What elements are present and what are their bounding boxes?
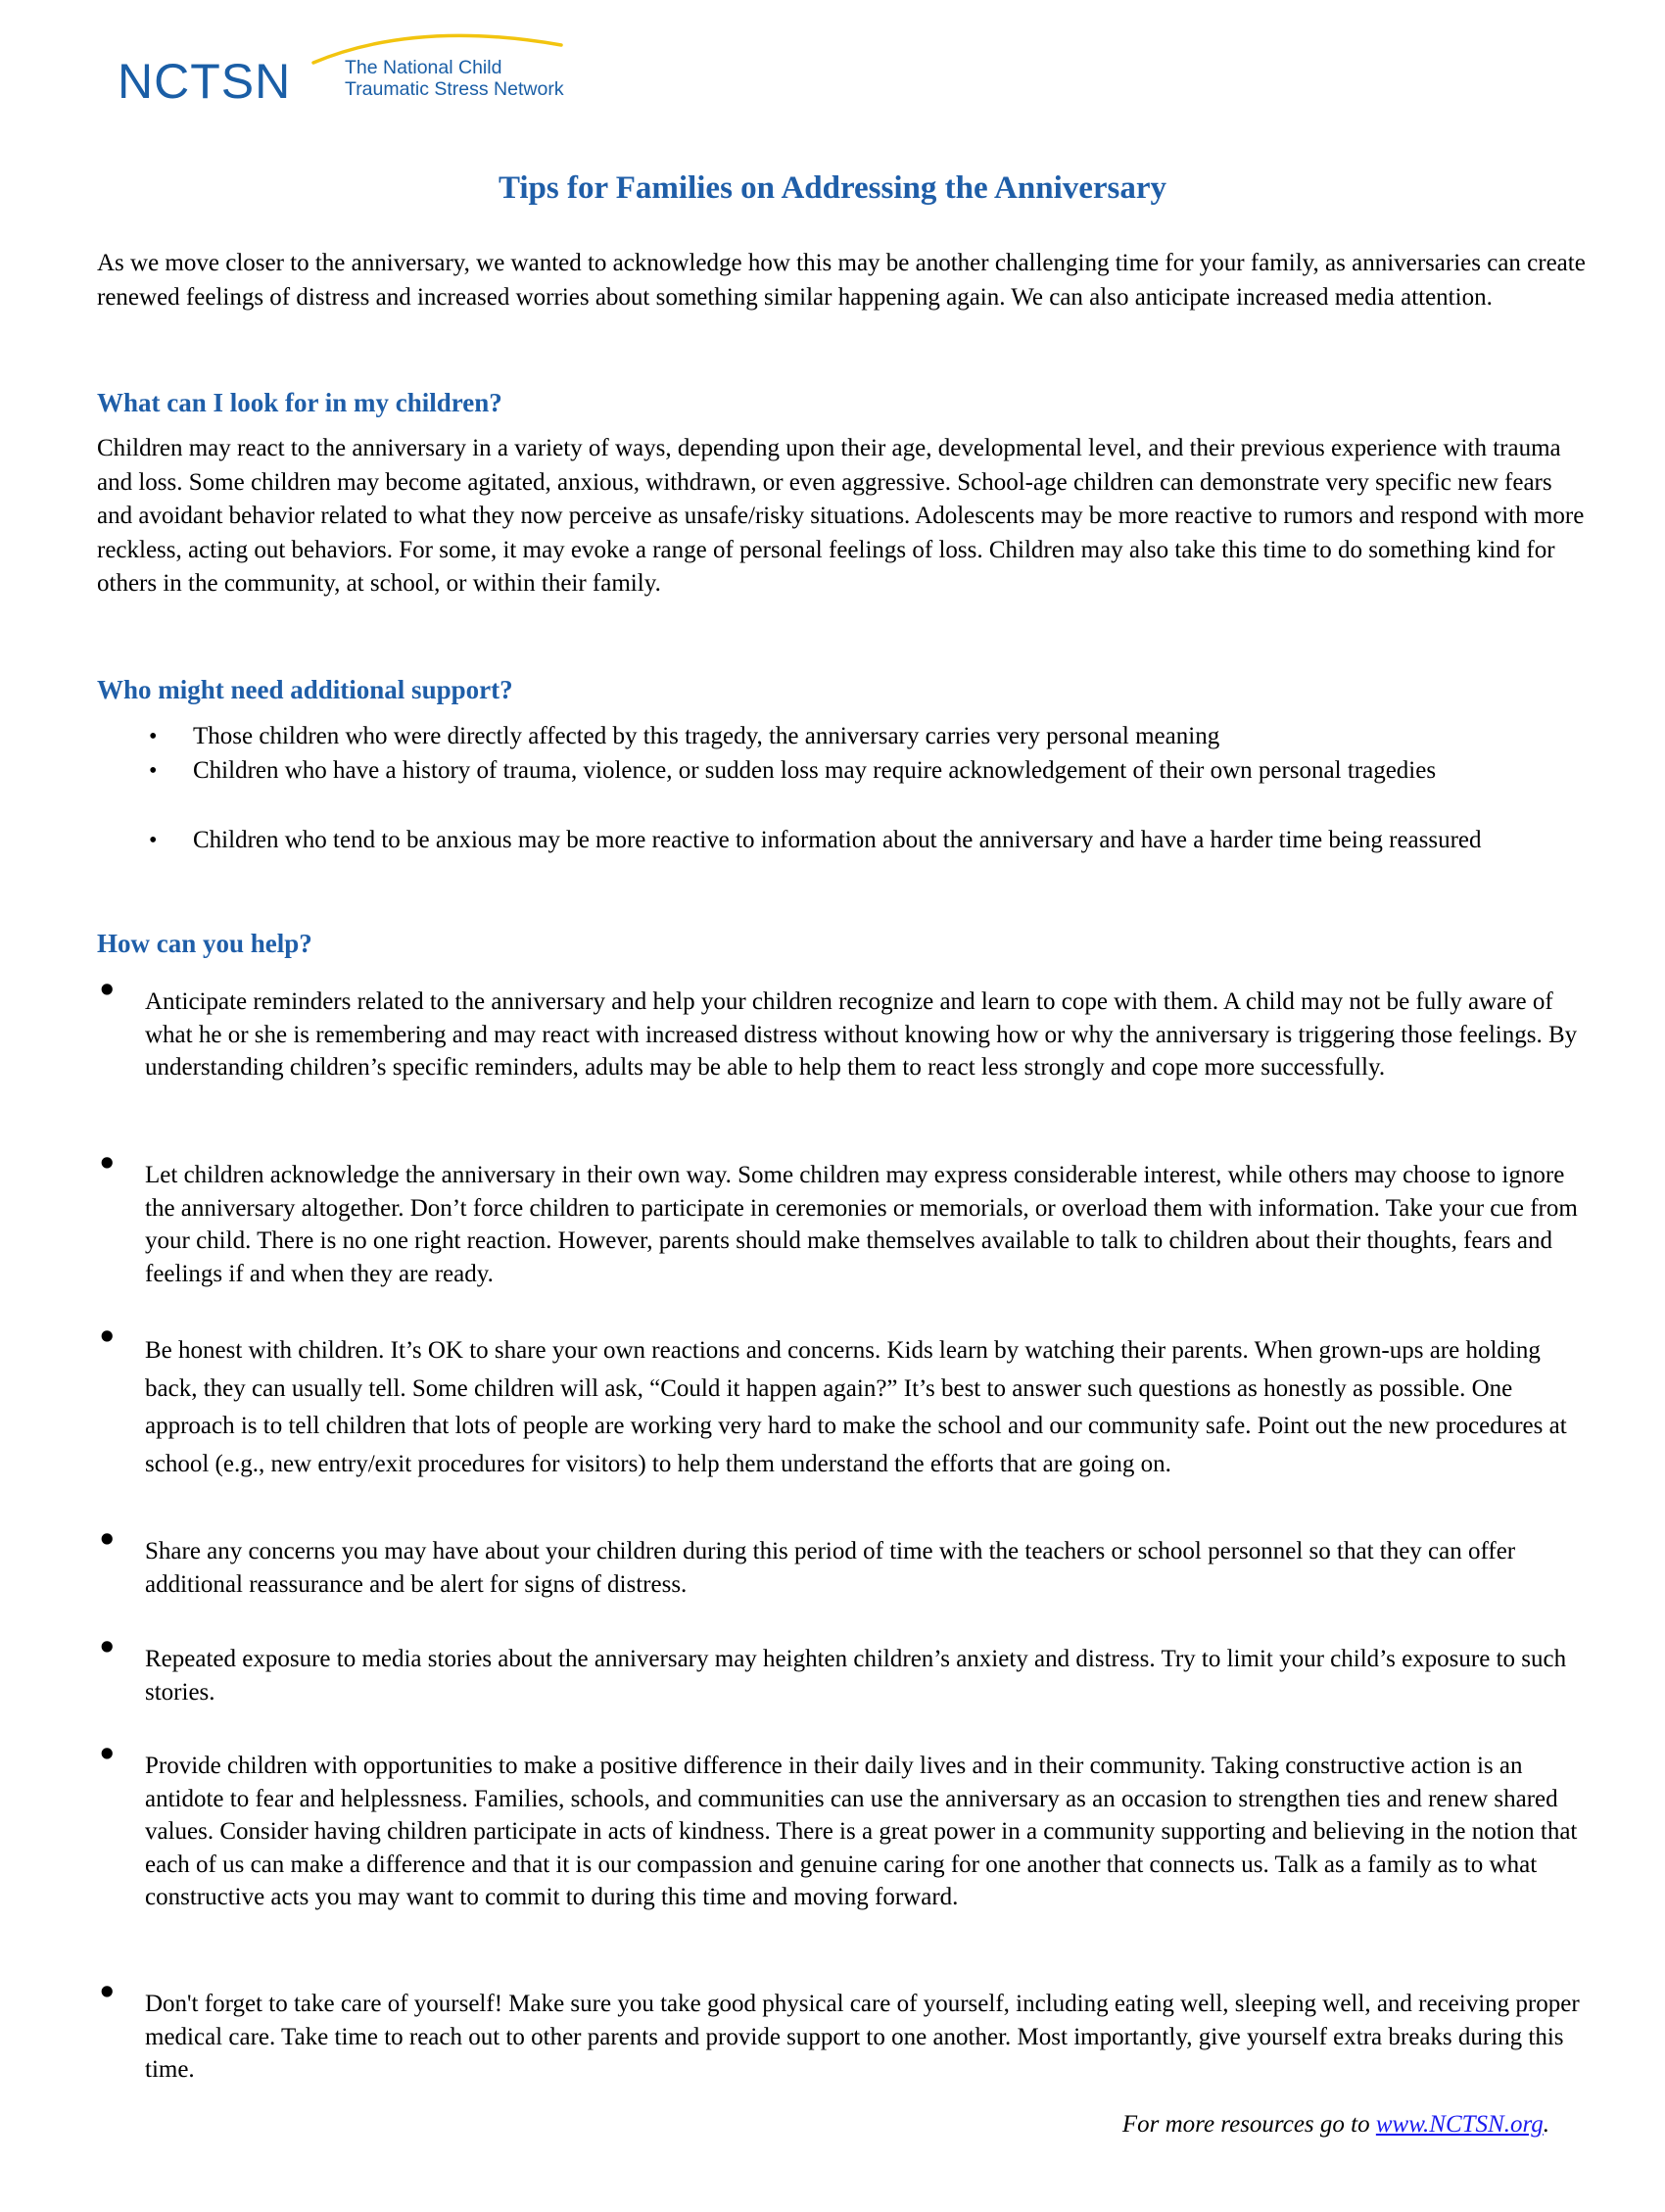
help-item-text: Provide children with opportunities to make a positive difference in their daily lives and in their community. Taking constructive action is an antidote to fear and helplessness. Families, schools, and communities can use the anniversary as an occasion to strengthen ties and renew shared values. Consider having children participate in acts of kindness. There is a great power in a community supporting and believing in the notion that each of us can make a difference and that it is our compassion and genuine caring for one another that connects us. Talk as a family as to what constructive acts you may want to commit to during this time and moving forward. bbox=[145, 1753, 1578, 1910]
support-list-item bbox=[149, 824, 1589, 858]
bullet-icon: • bbox=[97, 1145, 118, 1182]
logo-wordmark: NCTSN bbox=[118, 54, 292, 109]
bullet-icon: • bbox=[97, 1629, 118, 1666]
help-item-text: Repeated exposure to media stories about the anniversary may heighten children’s anxiety and distress. Try to limit your child’s exposure to such stories. bbox=[145, 1646, 1567, 1706]
help-item-text: Anticipate reminders related to the anniversary and help your children recognize and learn to cope with them. A child may not be fully aware of what he or she is remembering and may react with increased distress without knowing how or why the anniversary is triggering those feelings. By understanding children’s specific reminders, adults may be able to help them to react less strongly and cope more successfully. bbox=[145, 988, 1578, 1081]
help-list-item bbox=[97, 1319, 1586, 1483]
footer-resources bbox=[1122, 2108, 1549, 2141]
bullet-icon: • bbox=[149, 724, 158, 749]
bullet-icon: • bbox=[149, 828, 158, 853]
bullet-icon: • bbox=[149, 758, 158, 784]
footer-suffix: . bbox=[1543, 2111, 1549, 2138]
bullet-icon: • bbox=[97, 1521, 118, 1559]
help-item-text: Let children acknowledge the anniversary in their own way. Some children may express considerable interest, while others may choose to ignore the anniversary altogether. Don’t force children to participate in ceremonies or memorials, or overload them with information. Take your cue from your child. There is no one right reaction. However, parents should make themselves available to talk to children about their thoughts, fears and feelings if and when they are ready. bbox=[145, 1162, 1578, 1287]
help-item-text: Share any concerns you may have about your children during this period of time with the teachers or school personnel so that they can offer additional reassurance and be alert for signs of distress. bbox=[145, 1538, 1516, 1598]
nctsn-logo bbox=[118, 27, 588, 109]
nctsn-website-link[interactable]: www.NCTSN.org bbox=[1375, 2111, 1544, 2138]
support-list-item bbox=[149, 720, 1589, 754]
help-list-item bbox=[97, 1521, 1586, 1601]
support-list-item bbox=[149, 754, 1589, 789]
bullet-icon: • bbox=[97, 1319, 118, 1356]
logo-org-line-2: Traumatic Stress Network bbox=[345, 78, 564, 100]
help-item-text: Don't forget to take care of yourself! Make sure you take good physical care of yourself, including eating well, sleeping well, and receiving proper medical care. Take time to reach out to other parents and provide support to one another. Most importantly, give yourself extra breaks during this time. bbox=[145, 1991, 1580, 2083]
support-item-text: Those children who were directly affected by this tragedy, the anniversary carries very personal meaning bbox=[193, 723, 1220, 749]
help-list-item bbox=[97, 972, 1586, 1084]
footer-prefix: For more resources go to bbox=[1121, 2111, 1376, 2138]
logo-org-line-1: The National Child bbox=[345, 57, 502, 78]
bullet-icon: • bbox=[97, 1736, 118, 1773]
help-list-item bbox=[97, 1736, 1586, 1914]
help-list-item bbox=[97, 1974, 1586, 2087]
heading-additional-support: Who might need additional support? bbox=[97, 675, 513, 704]
help-item-text: Be honest with children. It’s OK to share your own reactions and concerns. Kids learn by watching their parents. When grown-ups are holding back, they can usually tell. Some children will ask, “Could it happen again?” It’s best to answer such questions as honestly as possible. One approach is to tell children that lots of people are working very hard to make the school and our community safe. Point out the new procedures at school (e.g., new entry/exit procedures for visitors) to help them understand the efforts that are going on. bbox=[145, 1337, 1567, 1477]
look-for-paragraph: Children may react to the anniversary in a variety of ways, depending upon their age, developmental level, and their previous experience with trauma and loss. Some children may become agitated, anxious, withdrawn, or even aggressive. School-age children can demonstrate very specific new fears and avoidant behavior related to what they now perceive as unsafe/risky situations. Adolescents may be more reactive to rumors and respond with more reckless, acting out behaviors. For some, it may evoke a range of personal feelings of loss. Children may also take this time to do something kind for others in the community, at school, or within their family. bbox=[97, 435, 1585, 597]
support-item-text: Children who have a history of trauma, violence, or sudden loss may require acknowledgement of their own personal tragedies bbox=[193, 757, 1437, 784]
bullet-icon: • bbox=[97, 972, 118, 1009]
help-list-item bbox=[97, 1629, 1586, 1708]
intro-paragraph: As we move closer to the anniversary, we wanted to acknowledge how this may be another challenging time for your family, as anniversaries can create renewed feelings of distress and increased worries about something similar happening again. We can also anticipate increased media attention. bbox=[97, 250, 1586, 311]
bullet-icon: • bbox=[97, 1974, 118, 2011]
heading-how-help: How can you help? bbox=[97, 929, 312, 958]
document-title: Tips for Families on Addressing the Anniversary bbox=[498, 170, 1167, 206]
logo-org-name bbox=[345, 57, 564, 100]
help-list-item bbox=[97, 1145, 1586, 1290]
heading-look-for: What can I look for in my children? bbox=[97, 388, 502, 417]
support-item-text: Children who tend to be anxious may be more reactive to information about the anniversary and have a harder time being reassured bbox=[193, 827, 1482, 853]
